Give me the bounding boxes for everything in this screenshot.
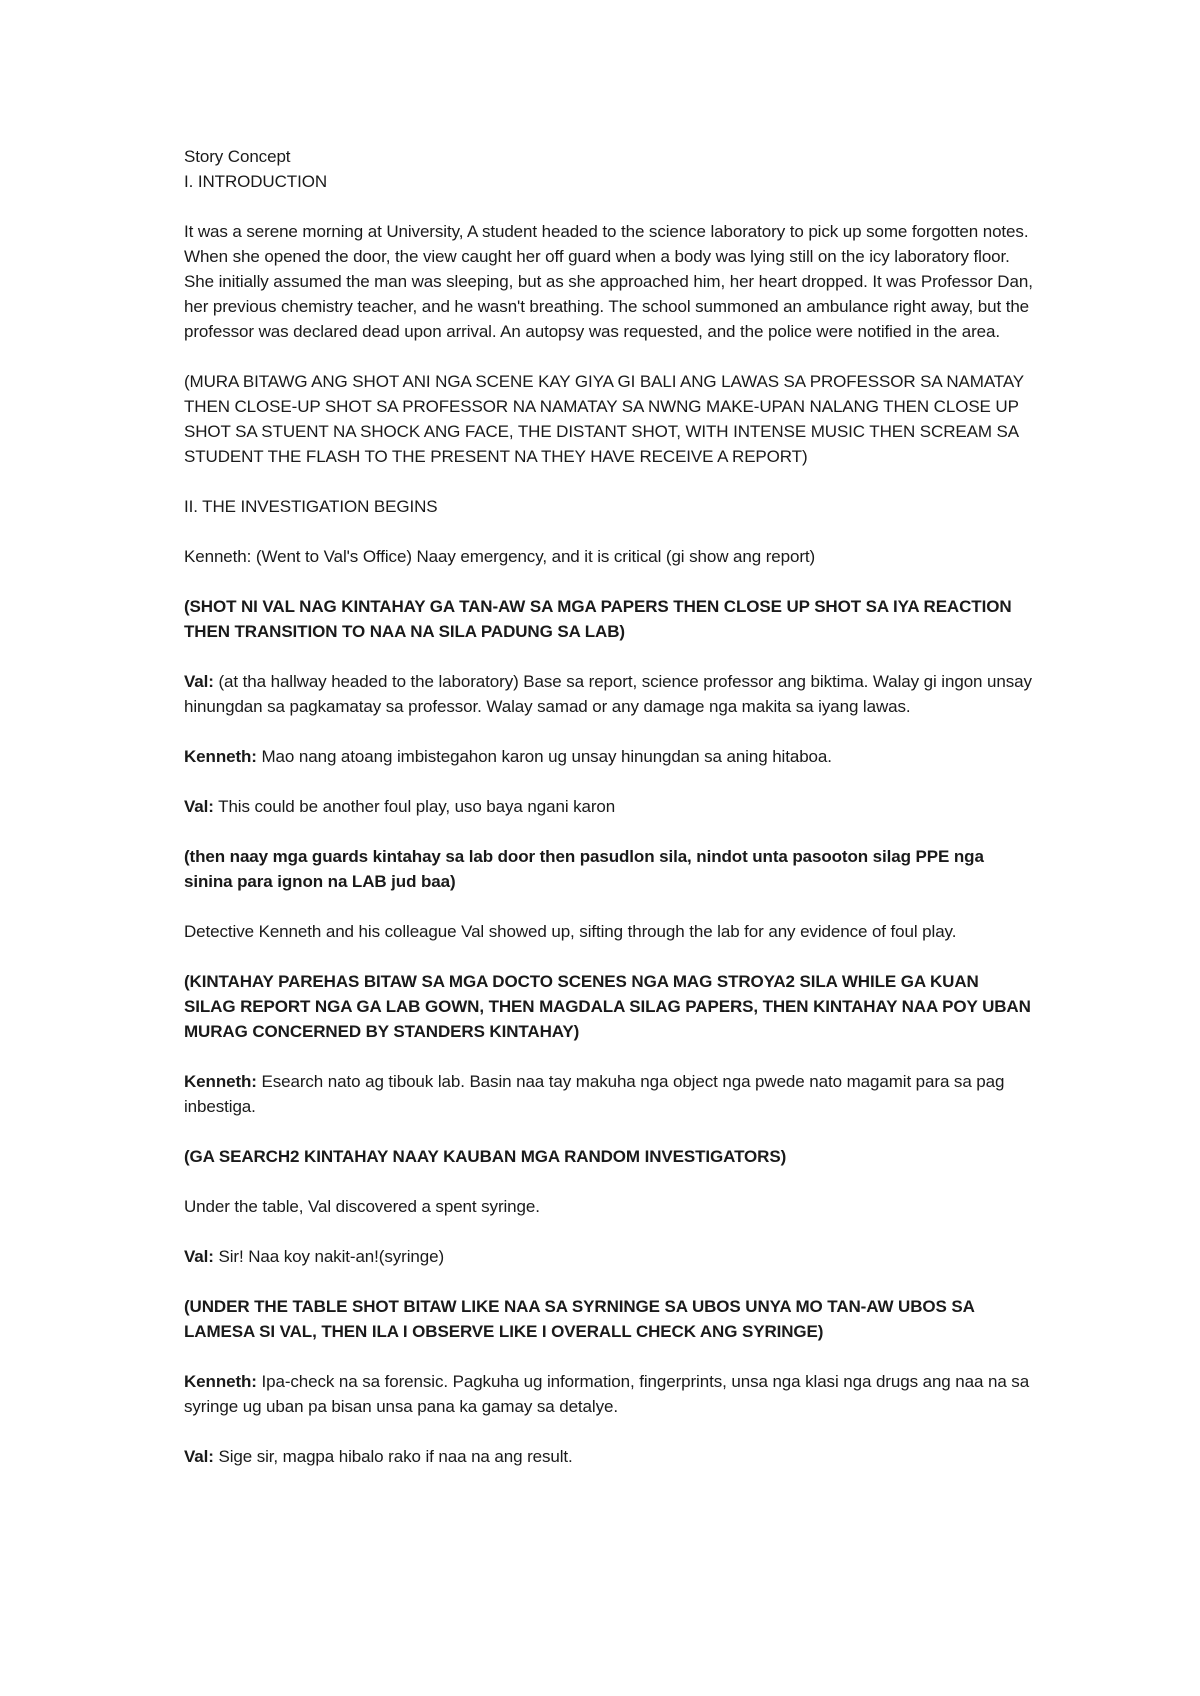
- narration-1: Detective Kenneth and his colleague Val showed up, sifting through the lab for any evidence of foul play.: [184, 922, 957, 941]
- direction-note-2: (then naay mga guards kintahay sa lab door then pasudlon sila, nindot unta pasooton silag PPE nga sinina para ignon na LAB jud baa): [184, 847, 984, 891]
- dialogue-val-1: [184, 669, 1034, 719]
- dialogue-val-4: [184, 1444, 1034, 1469]
- speaker-label: Val:: [184, 1247, 214, 1266]
- dialogue-text: (at tha hallway headed to the laboratory) Base sa report, science professor ang biktima. Walay gi ingon unsay hinungdan sa pagkamatay sa professor. Walay samad or any damage nga makita sa iyang lawas.: [184, 672, 1032, 716]
- dialogue-text: (Went to Val's Office) Naay emergency, and it is critical (gi show ang report): [251, 547, 816, 566]
- dialogue-text: Sir! Naa koy nakit-an!(syringe): [213, 1247, 445, 1266]
- speaker-label: Kenneth:: [184, 747, 257, 766]
- speaker-label: Val:: [184, 797, 214, 816]
- direction-note-5: (UNDER THE TABLE SHOT BITAW LIKE NAA SA SYRNINGE SA UBOS UNYA MO TAN-AW UBOS SA LAMESA SI VAL, THEN ILA I OBSERVE LIKE I OVERALL CHECK ANG SYRINGE): [184, 1297, 975, 1341]
- direction-note-4: (GA SEARCH2 KINTAHAY NAAY KAUBAN MGA RANDOM INVESTIGATORS): [184, 1147, 787, 1166]
- speaker-label: Kenneth:: [184, 1072, 257, 1091]
- section-heading-introduction: I. INTRODUCTION: [184, 172, 327, 191]
- dialogue-kenneth-2: [184, 744, 1034, 769]
- section-heading-investigation: II. THE INVESTIGATION BEGINS: [184, 497, 438, 516]
- speaker-label: Kenneth:: [184, 547, 252, 566]
- dialogue-text: Esearch nato ag tibouk lab. Basin naa tay makuha nga object nga pwede nato magamit para sa pag inbestiga.: [184, 1072, 1005, 1116]
- intro-paragraph: It was a serene morning at University, A student headed to the science laboratory to pick up some forgotten notes. When she opened the door, the view caught her off guard when a body was lying still on the icy laboratory floor. She initially assumed the man was sleeping, but as she approached him, her heart dropped. It was Professor Dan, her previous chemistry teacher, and he wasn't breathing. The school summoned an ambulance right away, but the professor was declared dead upon arrival. An autopsy was requested, and the police were notified in the area.: [184, 222, 1033, 341]
- dialogue-text: Sige sir, magpa hibalo rako if naa na ang result.: [213, 1447, 573, 1466]
- speaker-label: Val:: [184, 672, 214, 691]
- narration-2: Under the table, Val discovered a spent syringe.: [184, 1197, 540, 1216]
- dialogue-kenneth-4: [184, 1369, 1034, 1419]
- dialogue-text: Ipa-check na sa forensic. Pagkuha ug information, fingerprints, unsa nga klasi nga drugs ang naa na sa syringe ug uban pa bisan unsa pana ka gamay sa detalye.: [184, 1372, 1030, 1416]
- speaker-label: Val:: [184, 1447, 214, 1466]
- document-title: Story Concept: [184, 147, 291, 166]
- dialogue-text: Mao nang atoang imbistegahon karon ug unsay hinungdan sa aning hitaboa.: [256, 747, 832, 766]
- intro-direction-note: (MURA BITAWG ANG SHOT ANI NGA SCENE KAY GIYA GI BALI ANG LAWAS SA PROFESSOR SA NAMATAY THEN CLOSE-UP SHOT SA PROFESSOR NA NAMATAY SA NWNG MAKE-UPAN NALANG THEN CLOSE UP SHOT SA STUENT NA SHOCK ANG FACE, THE DISTANT SHOT, WITH INTENSE MUSIC THEN SCREAM SA STUDENT THE FLASH TO THE PRESENT NA THEY HAVE RECEIVE A REPORT): [184, 372, 1024, 466]
- dialogue-text: This could be another foul play, uso baya ngani karon: [213, 797, 616, 816]
- direction-note-3: (KINTAHAY PAREHAS BITAW SA MGA DOCTO SCENES NGA MAG STROYA2 SILA WHILE GA KUAN SILAG REPORT NGA GA LAB GOWN, THEN MAGDALA SILAG PAPERS, THEN KINTAHAY NAA POY UBAN MURAG CONCERNED BY STANDERS KINTAHAY): [184, 972, 1031, 1041]
- speaker-label: Kenneth:: [184, 1372, 257, 1391]
- dialogue-kenneth-3: [184, 1069, 1034, 1119]
- direction-note-1: (SHOT NI VAL NAG KINTAHAY GA TAN-AW SA MGA PAPERS THEN CLOSE UP SHOT SA IYA REACTION THEN TRANSITION TO NAA NA SILA PADUNG SA LAB): [184, 597, 1012, 641]
- dialogue-kenneth-1: [184, 544, 1034, 569]
- document-page: [184, 144, 1034, 1494]
- dialogue-val-2: [184, 794, 1034, 819]
- dialogue-val-3: [184, 1244, 1034, 1269]
